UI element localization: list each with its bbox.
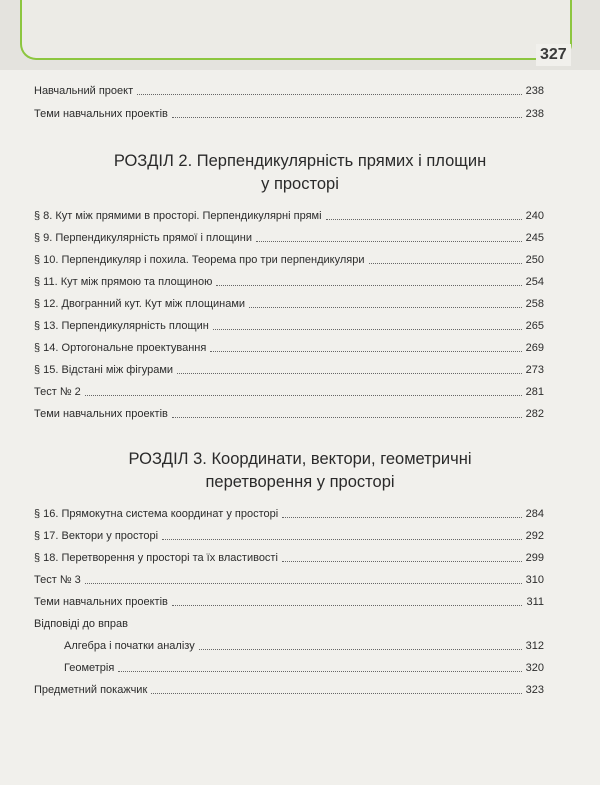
dot-leader	[256, 240, 522, 242]
toc-label: § 15. Відстані між фігурами	[34, 364, 174, 376]
toc-entry	[34, 503, 544, 521]
toc-page: 299	[525, 552, 544, 564]
toc-page: 265	[525, 320, 544, 332]
toc-entry	[34, 249, 544, 267]
toc-page: 273	[525, 364, 544, 376]
page-number: 327	[536, 44, 571, 66]
toc-label: § 8. Кут між прямими в просторі. Перпендикулярні прямі	[34, 210, 322, 222]
dot-leader	[172, 116, 522, 118]
toc-page: 284	[525, 508, 544, 520]
toc-page: 258	[525, 298, 544, 310]
toc-entry	[34, 591, 544, 609]
toc-page: 254	[525, 276, 544, 288]
dot-leader	[85, 394, 522, 396]
toc-entry	[34, 547, 544, 565]
dot-leader	[249, 306, 522, 308]
header-frame	[20, 0, 572, 60]
toc-label: § 18. Перетворення у просторі та їх властивості	[34, 552, 278, 564]
toc-label: Тест № 3	[34, 574, 81, 586]
toc-entry	[34, 271, 544, 289]
dot-leader	[326, 218, 522, 220]
dot-leader	[151, 692, 521, 694]
dot-leader	[177, 372, 522, 374]
toc-entry	[34, 359, 544, 377]
toc-page: 281	[525, 386, 544, 398]
section-heading-continued: перетворення у просторі	[205, 473, 395, 491]
toc-entry	[34, 205, 544, 223]
toc-label: § 11. Кут між прямою та площиною	[34, 276, 213, 288]
toc-label: Теми навчальних проектів	[34, 596, 168, 608]
toc-page: 311	[526, 596, 544, 608]
dot-leader	[213, 328, 522, 330]
dot-leader	[162, 538, 522, 540]
dot-leader	[199, 648, 522, 650]
toc-page: 240	[525, 210, 544, 222]
toc-entry	[34, 525, 544, 543]
toc-label: § 14. Ортогональне проектування	[34, 342, 207, 354]
dot-leader	[137, 93, 522, 95]
toc-entry	[34, 569, 544, 587]
toc-page: 269	[525, 342, 544, 354]
toc-label: § 16. Прямокутна система координат у просторі	[34, 508, 279, 520]
toc-entry	[34, 103, 544, 121]
toc-entry	[34, 293, 544, 311]
toc-label: Алгебра і початки аналізу	[64, 640, 195, 652]
toc-entry	[64, 657, 544, 675]
dot-leader	[85, 582, 522, 584]
dot-leader	[210, 350, 521, 352]
toc-label: § 10. Перпендикуляр і похила. Теорема про три перпендикуляри	[34, 254, 365, 266]
section-heading: РОЗДІЛ 3. Координати, вектори, геометричні	[128, 450, 472, 468]
answers-title-row	[34, 613, 544, 631]
toc-label: § 12. Двогранний кут. Кут між площинами	[34, 298, 246, 310]
toc-page: 245	[525, 232, 544, 244]
toc-entry	[64, 635, 544, 653]
toc-label: § 9. Перпендикулярність прямої і площини	[34, 232, 253, 244]
toc-page: 312	[525, 640, 544, 652]
section-heading: РОЗДІЛ 2. Перпендикулярність прямих і площин	[113, 152, 487, 170]
toc-entry	[34, 337, 544, 355]
toc-entry	[34, 403, 544, 421]
dot-leader	[216, 284, 521, 286]
toc-entry	[34, 227, 544, 245]
toc-page: 238	[525, 108, 544, 120]
toc-label: Теми навчальних проектів	[34, 408, 168, 420]
toc-label: § 13. Перпендикулярність площин	[34, 320, 209, 332]
dot-leader	[118, 670, 521, 672]
toc-page: 238	[525, 85, 544, 97]
dot-leader	[172, 604, 523, 606]
dot-leader	[369, 262, 522, 264]
toc-label: Навчальний проект	[34, 85, 134, 97]
toc-page: 292	[525, 530, 544, 542]
toc-page: 250	[525, 254, 544, 266]
answers-title: Відповіді до вправ	[34, 618, 128, 630]
toc-page: 323	[525, 684, 544, 696]
toc-page: 320	[525, 662, 544, 674]
toc-label: Тест № 2	[34, 386, 81, 398]
toc-entry	[34, 80, 544, 98]
toc-entry	[34, 679, 544, 697]
toc-page: 310	[525, 574, 544, 586]
dot-leader	[282, 516, 521, 518]
toc-label: Предметний покажчик	[34, 684, 148, 696]
toc-label: § 17. Вектори у просторі	[34, 530, 159, 542]
toc-label: Геометрія	[64, 662, 115, 674]
toc-entry	[34, 381, 544, 399]
dot-leader	[282, 560, 522, 562]
toc-entry	[34, 315, 544, 333]
toc-label: Теми навчальних проектів	[34, 108, 168, 120]
dot-leader	[172, 416, 522, 418]
toc-page: 282	[525, 408, 544, 420]
section-heading-continued: у просторі	[261, 175, 339, 193]
